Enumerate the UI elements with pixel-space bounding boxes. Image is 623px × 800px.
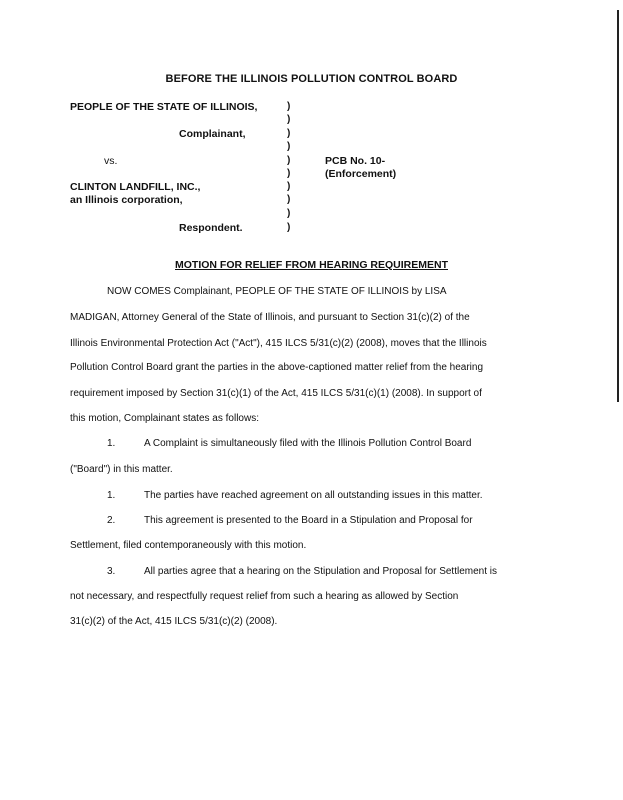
item-number: 3. bbox=[107, 566, 116, 577]
body-line: NOW COMES Complainant, PEOPLE OF THE STATE OF ILLINOIS by LISA bbox=[107, 286, 447, 297]
caption-paren: ) bbox=[287, 155, 291, 166]
item-number: 2. bbox=[107, 515, 116, 526]
page-edge-line bbox=[617, 10, 619, 402]
body-line: The parties have reached agreement on all outstanding issues in this matter. bbox=[144, 490, 483, 501]
body-line: Illinois Environmental Protection Act ("Act"), 415 ILCS 5/31(c)(2) (2008), moves that the Illinois bbox=[70, 338, 487, 349]
body-line: This agreement is presented to the Board in a Stipulation and Proposal for bbox=[144, 515, 473, 526]
caption-paren: ) bbox=[287, 208, 291, 219]
document-title: BEFORE THE ILLINOIS POLLUTION CONTROL BOARD bbox=[165, 73, 458, 85]
body-line: 31(c)(2) of the Act, 415 ILCS 5/31(c)(2) (2008). bbox=[70, 616, 278, 627]
caption-plaintiff: PEOPLE OF THE STATE OF ILLINOIS, bbox=[70, 101, 258, 113]
case-type: (Enforcement) bbox=[325, 168, 397, 180]
caption-paren: ) bbox=[287, 194, 291, 205]
caption-paren: ) bbox=[287, 101, 291, 112]
caption-paren: ) bbox=[287, 114, 291, 125]
caption-paren: ) bbox=[287, 181, 291, 192]
body-line: this motion, Complainant states as follows: bbox=[70, 413, 259, 424]
body-line: Settlement, filed contemporaneously with this motion. bbox=[70, 540, 307, 551]
item-number: 1. bbox=[107, 490, 116, 501]
body-line: A Complaint is simultaneously filed with the Illinois Pollution Control Board bbox=[144, 438, 472, 449]
body-line: requirement imposed by Section 31(c)(1) of the Act, 415 ILCS 5/31(c)(1) (2008). In support of bbox=[70, 388, 482, 399]
motion-title: MOTION FOR RELIEF FROM HEARING REQUIREMENT bbox=[175, 259, 448, 271]
body-line: Pollution Control Board grant the parties in the above-captioned matter relief from the hearing bbox=[70, 362, 484, 373]
body-line: All parties agree that a hearing on the Stipulation and Proposal for Settlement is bbox=[144, 566, 497, 577]
caption-defendant-role: Respondent. bbox=[179, 222, 243, 234]
case-number: PCB No. 10- bbox=[325, 155, 386, 167]
caption-paren: ) bbox=[287, 141, 291, 152]
caption-defendant-desc: an Illinois corporation, bbox=[70, 194, 183, 206]
body-line: ("Board") in this matter. bbox=[70, 464, 173, 475]
caption-paren: ) bbox=[287, 168, 291, 179]
caption-versus: vs. bbox=[104, 155, 118, 167]
body-line: MADIGAN, Attorney General of the State of Illinois, and pursuant to Section 31(c)(2) of the bbox=[70, 312, 470, 323]
item-number: 1. bbox=[107, 438, 116, 449]
body-line: not necessary, and respectfully request relief from such a hearing as allowed by Section bbox=[70, 591, 459, 602]
caption-defendant-name: CLINTON LANDFILL, INC., bbox=[70, 181, 201, 193]
caption-paren: ) bbox=[287, 128, 291, 139]
caption-paren: ) bbox=[287, 222, 291, 233]
caption-plaintiff-role: Complainant, bbox=[179, 128, 246, 140]
